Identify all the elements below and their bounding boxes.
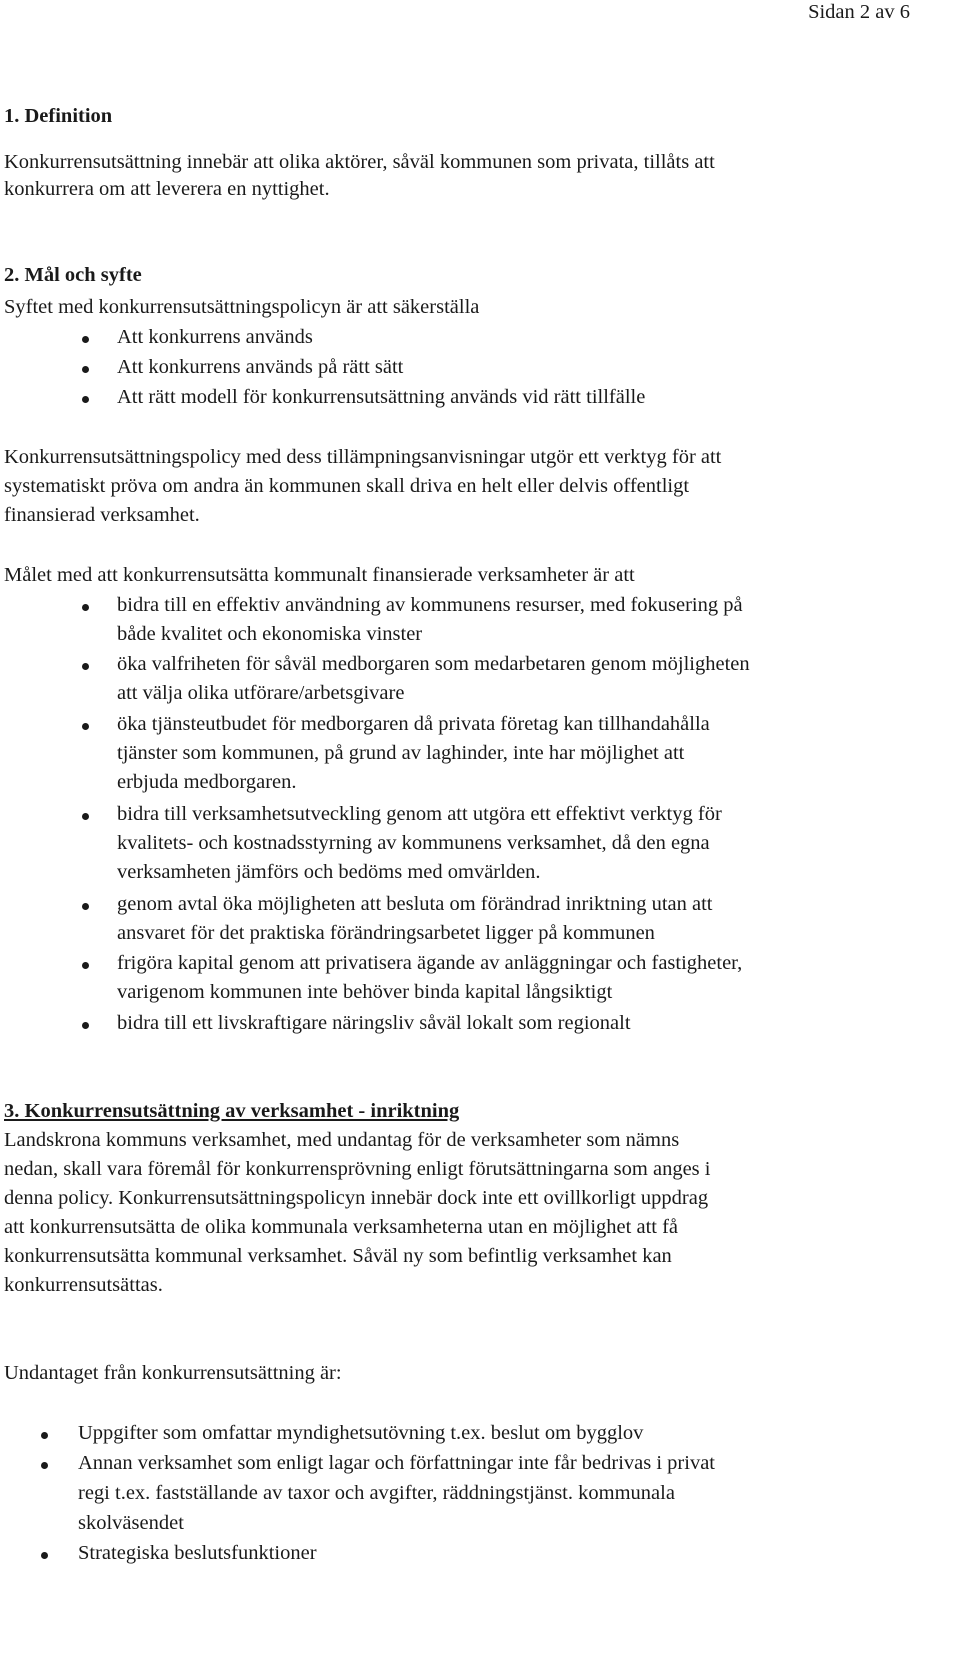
exceptions-intro: Undantaget från konkurrensutsättning är: (4, 1362, 342, 1384)
list-item: skolväsendet (78, 1512, 184, 1534)
list-item: Annan verksamhet som enligt lagar och författningar inte får bedrivas i privat (78, 1452, 715, 1474)
list-item: att välja olika utförare/arbetsgivare (117, 682, 405, 704)
section-2-paragraph: finansierad verksamhet. (4, 504, 200, 526)
bullet-icon (82, 366, 89, 373)
list-item: regi t.ex. fastställande av taxor och avgifter, räddningstjänst. kommunala (78, 1482, 675, 1504)
list-item: erbjuda medborgaren. (117, 771, 297, 793)
bullet-icon (82, 663, 89, 670)
section-2-intro: Syftet med konkurrensutsättningspolicyn är att säkerställa (4, 296, 480, 318)
bullet-icon (82, 813, 89, 820)
bullet-icon (82, 396, 89, 403)
section-3-text: att konkurrensutsätta de olika kommunala verksamheterna utan en möjlighet att få (4, 1216, 679, 1238)
list-item: varigenom kommunen inte behöver binda kapital långsiktigt (117, 981, 613, 1003)
list-item: bidra till ett livskraftigare näringsliv såväl lokalt som regionalt (117, 1012, 631, 1034)
bullet-icon (82, 336, 89, 343)
list-item: Uppgifter som omfattar myndighetsutövning t.ex. beslut om bygglov (78, 1422, 644, 1444)
list-item: genom avtal öka möjligheten att besluta om förändrad inriktning utan att (117, 893, 713, 915)
list-item: öka tjänsteutbudet för medborgaren då privata företag kan tillhandahålla (117, 713, 710, 735)
bullet-icon (41, 1432, 48, 1439)
section-1-text: Konkurrensutsättning innebär att olika aktörer, såväl kommunen som privata, tillåts att (4, 151, 715, 173)
section-1-heading: 1. Definition (4, 105, 113, 127)
section-2-heading: 2. Mål och syfte (4, 264, 142, 286)
list-item: bidra till verksamhetsutveckling genom att utgöra ett effektivt verktyg för (117, 803, 722, 825)
section-3-text: Landskrona kommuns verksamhet, med undantag för de verksamheter som nämns (4, 1129, 680, 1151)
list-item: Att konkurrens används (117, 326, 313, 348)
section-1-text: konkurrera om att leverera en nyttighet. (4, 178, 330, 200)
bullet-icon (82, 1022, 89, 1029)
section-2-paragraph: systematiskt pröva om andra än kommunen skall driva en helt eller delvis offentligt (4, 475, 690, 497)
bullet-icon (82, 604, 89, 611)
section-3-text: denna policy. Konkurrensutsättningspolicyn innebär dock inte ett ovillkorligt uppdrag (4, 1187, 709, 1209)
list-item: Att rätt modell för konkurrensutsättning används vid rätt tillfälle (117, 386, 646, 408)
bullet-icon (41, 1552, 48, 1559)
list-item: bidra till en effektiv användning av kommunens resurser, med fokusering på (117, 594, 743, 616)
bullet-icon (82, 962, 89, 969)
list-item: kvalitets- och kostnadsstyrning av kommunens verksamhet, då den egna (117, 832, 710, 854)
bullet-icon (82, 903, 89, 910)
list-item: ansvaret för det praktiska förändringsarbetet ligger på kommunen (117, 922, 655, 944)
section-3-text: konkurrensutsätta kommunal verksamhet. Såväl ny som befintlig verksamhet kan (4, 1245, 672, 1267)
list-item: tjänster som kommunen, på grund av laghinder, inte har möjlighet att (117, 742, 685, 764)
list-item: både kvalitet och ekonomiska vinster (117, 623, 423, 645)
goal-intro: Målet med att konkurrensutsätta kommunalt finansierade verksamheter är att (4, 564, 635, 586)
section-3-text: konkurrensutsättas. (4, 1274, 163, 1296)
list-item: Strategiska beslutsfunktioner (78, 1542, 317, 1564)
list-item: öka valfriheten för såväl medborgaren som medarbetaren genom möjligheten (117, 653, 750, 675)
bullet-icon (82, 723, 89, 730)
section-3-text: nedan, skall vara föremål för konkurrensprövning enligt förutsättningarna som anges i (4, 1158, 711, 1180)
page-number: Sidan 2 av 6 (808, 1, 910, 23)
list-item: verksamheten jämförs och bedöms med omvärlden. (117, 861, 541, 883)
bullet-icon (41, 1462, 48, 1469)
list-item: Att konkurrens används på rätt sätt (117, 356, 404, 378)
section-3-heading: 3. Konkurrensutsättning av verksamhet - inriktning (4, 1100, 460, 1122)
section-2-paragraph: Konkurrensutsättningspolicy med dess tillämpningsanvisningar utgör ett verktyg för att (4, 446, 722, 468)
list-item: frigöra kapital genom att privatisera ägande av anläggningar och fastigheter, (117, 952, 743, 974)
